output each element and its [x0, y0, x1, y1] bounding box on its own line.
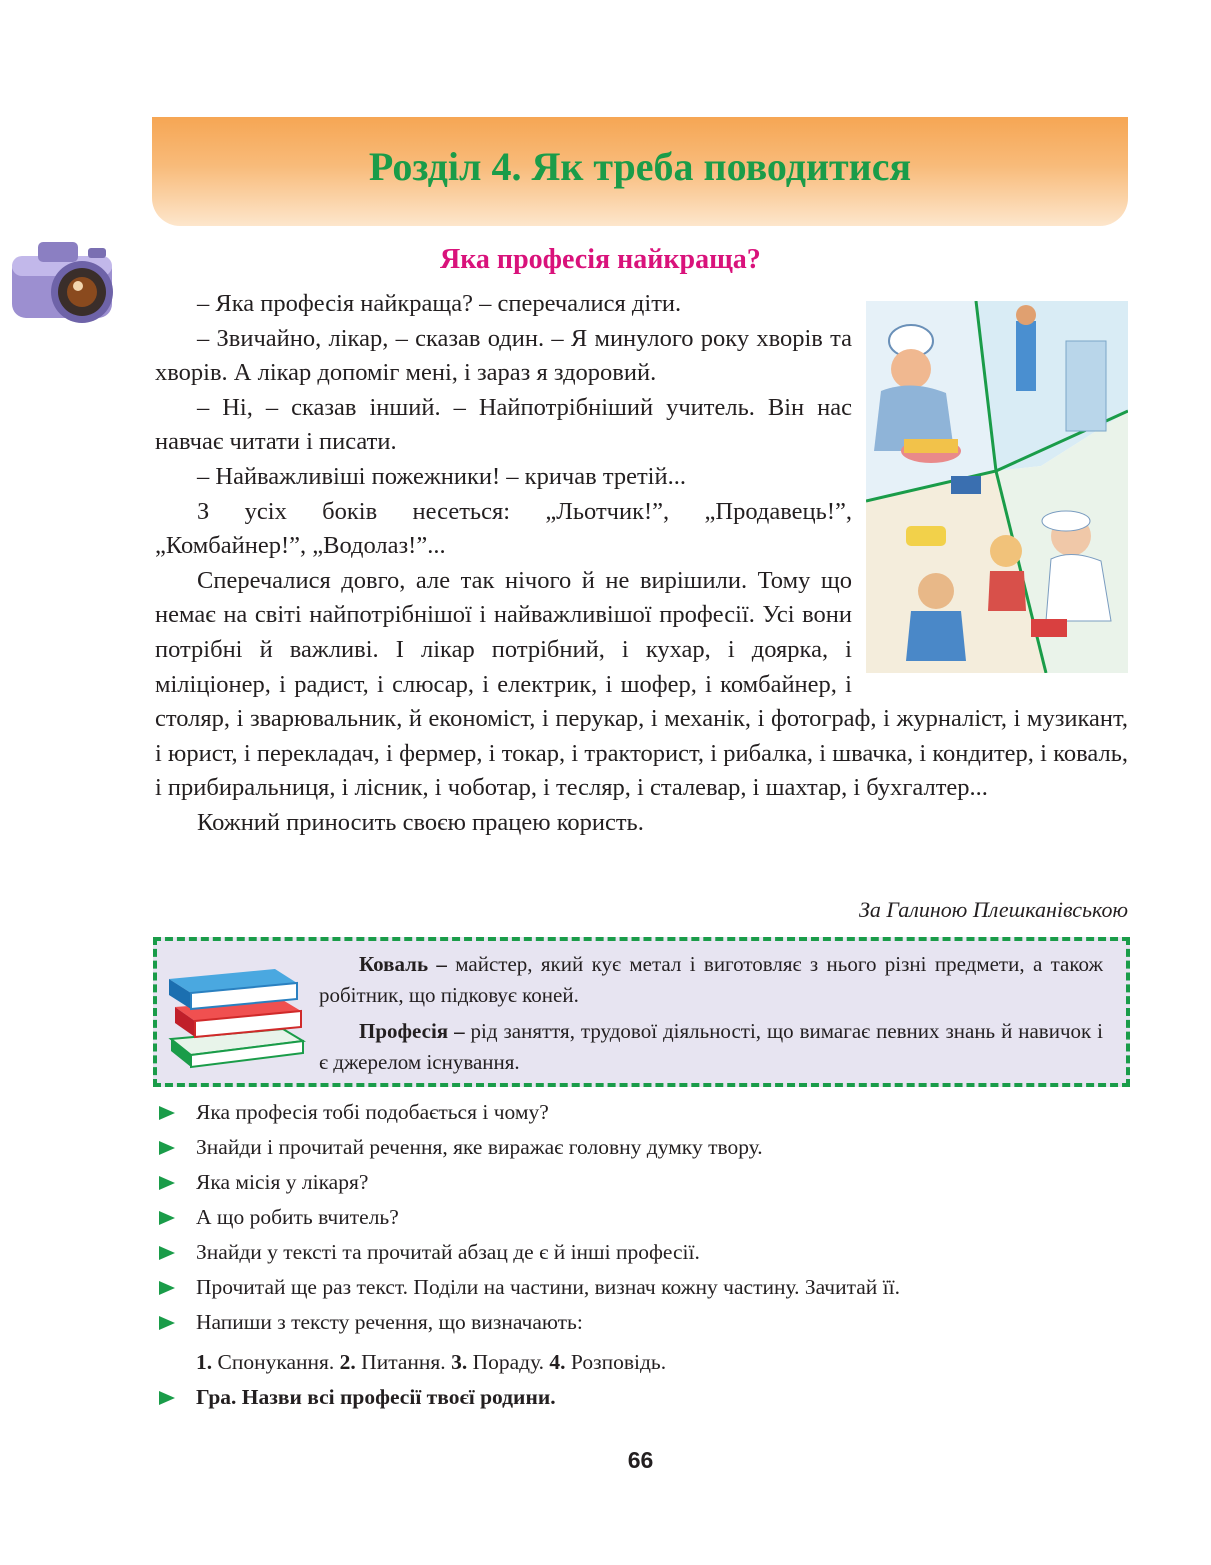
task-text: А що робить вчитель? — [196, 1205, 399, 1229]
arrow-bullet-icon — [159, 1281, 175, 1295]
professions-illustration — [866, 301, 1128, 673]
arrow-bullet-icon — [159, 1391, 175, 1405]
task-subitems — [158, 1340, 1118, 1380]
subtask-number: 3. — [451, 1350, 468, 1374]
task-text: Знайди і прочитай речення, яке виражає головну думку твору. — [196, 1135, 763, 1159]
definitions-box — [153, 937, 1130, 1087]
story-author: За Галиною Плешканівською — [858, 897, 1128, 922]
arrow-bullet-icon — [159, 1106, 175, 1120]
task-item — [158, 1305, 1118, 1340]
arrow-bullet-icon — [159, 1176, 175, 1190]
game-task-item — [158, 1380, 1118, 1415]
task-item — [158, 1130, 1118, 1165]
books-icon — [163, 957, 309, 1069]
definition-profession — [319, 1016, 1103, 1078]
subtask-number: 2. — [339, 1350, 356, 1374]
task-item — [158, 1270, 1118, 1305]
story-paragraph-1: – Яка професія найкраща? – сперечалися діти. — [197, 290, 682, 317]
task-text: Прочитай ще раз текст. Поділи на частини, визнач кожну частину. Зачитай її. — [196, 1275, 900, 1299]
task-item — [158, 1200, 1118, 1235]
story-paragraph-3: – Ні, – сказав інший. – Найпотрібніший учитель. Він нас навчає читати і писати. — [155, 393, 852, 456]
arrow-bullet-icon — [159, 1316, 175, 1330]
page-number: 66 — [627, 1447, 654, 1473]
task-text: Напиши з тексту речення, що визначають: — [196, 1310, 583, 1334]
task-text: Яка професія тобі подобається і чому? — [196, 1100, 549, 1124]
chapter-banner — [152, 117, 1128, 226]
definition-term: Коваль – — [359, 952, 447, 976]
task-item — [158, 1235, 1118, 1270]
arrow-bullet-icon — [159, 1246, 175, 1260]
camera-icon — [8, 228, 122, 328]
subtask-text: Розповідь. — [565, 1350, 667, 1374]
task-item — [158, 1165, 1118, 1200]
story-paragraph-6: Сперечалися довго, але так нічого й не вирішили. Тому що немає на світі найпотрібнішої і найважливішої професії. Усі вони потрібні й важливі. І лікар потрібний, і кухар, і доярка, і міліціонер, і радист, і слюсар, і електрик, і шофер, і комбайнер, і столяр, і зварювальник, й економіст, і перукар, і механік, і фотограф, і журналіст, і музикант, і юрист, і перекладач, і фермер, і токар, і тракторист, і рибалка, і швачка, і кондитер, і коваль, і прибиральниця, і лісник, і чоботар, і тесляр, і сталевар, і шахтар, і бухгалтер... — [155, 566, 1128, 802]
definition-blacksmith — [319, 949, 1103, 1011]
definition-text: майстер, який кує метал і виготовляє з нього різні предмети, а також робітник, що підковує коней. — [319, 952, 1103, 1007]
definition-term: Професія – — [359, 1019, 465, 1043]
task-text: Яка місія у лікаря? — [196, 1170, 369, 1194]
story-title: Яка професія найкраща? — [440, 244, 761, 275]
story-paragraph-7: Кожний приносить своєю працею користь. — [197, 808, 644, 836]
subtask-number: 4. — [549, 1350, 566, 1374]
arrow-bullet-icon — [159, 1211, 175, 1225]
task-item — [158, 1095, 1118, 1130]
subtask-number: 1. — [196, 1350, 213, 1374]
story-text — [155, 287, 1128, 841]
arrow-bullet-icon — [159, 1141, 175, 1155]
task-list — [158, 1095, 1118, 1415]
subtask-text: Пораду. — [467, 1350, 550, 1374]
subtask-text: Спонукання. — [212, 1350, 340, 1374]
story-paragraph-2: – Звичайно, лікар, – сказав один. – Я минулого року хворів та хворів. А лікар допоміг мені, і зараз я здоровий. — [155, 324, 852, 387]
definition-text: рід заняття, трудової діяльності, що вимагає певних знань й навичок і є джерелом існування. — [319, 1019, 1103, 1074]
story-paragraph-4: – Найважливіші пожежники! – кричав третій... — [197, 462, 686, 490]
chapter-title: Розділ 4. Як треба поводитися — [368, 144, 912, 189]
task-text: Знайди у тексті та прочитай абзац де є й інші професії. — [196, 1240, 700, 1264]
game-task-text: Гра. Назви всі професії твоєї родини. — [196, 1385, 556, 1409]
subtask-text: Питання. — [355, 1350, 452, 1374]
story-paragraph-5: З усіх боків несеться: „Льотчик!”, „Продавець!”, „Комбайнер!”, „Водолаз!”... — [155, 497, 852, 560]
